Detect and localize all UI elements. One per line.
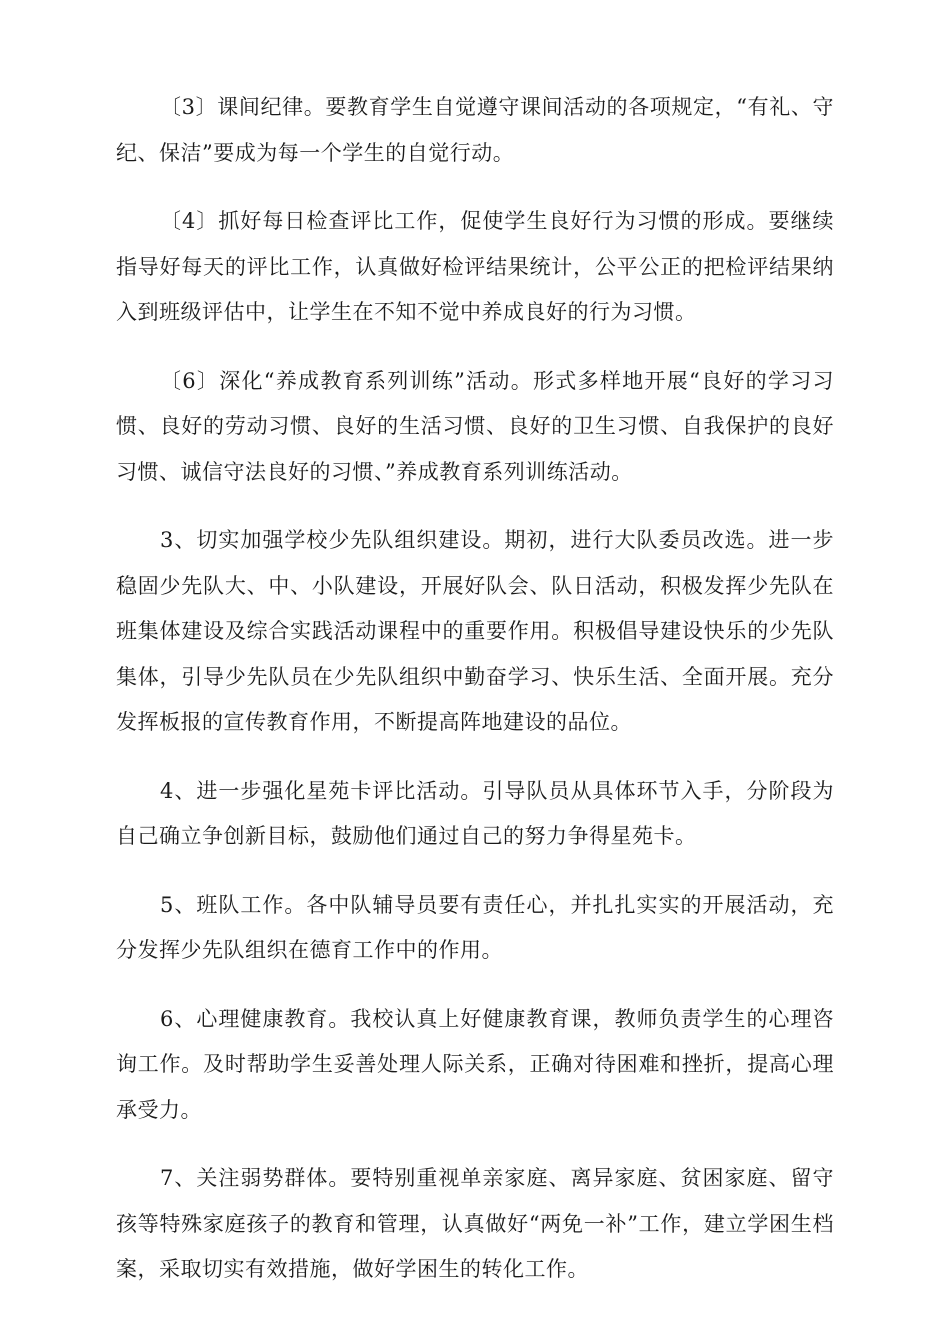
paragraph-vulnerable-groups: 7、关注弱势群体。要特别重视单亲家庭、离异家庭、贫困家庭、留守孩等特殊家庭孩子的教育和管理，认真做好“两免一补”工作，建立学困生档案，采取切实有效措施，做好学困生的转化工作。 (116, 1166, 834, 1281)
paragraph-habit-training: 〔6〕深化“养成教育系列训练”活动。形式多样地开展“良好的学习习惯、良好的劳动习惯、良好的生活习惯、良好的卫生习惯、自我保护的良好习惯、诚信守法良好的习惯、”养成教育系列训练活动。 (116, 368, 834, 484)
paragraph-daily-inspection: 〔4〕抓好每日检查评比工作，促使学生良好行为习惯的形成。要继续指导好每天的评比工作，认真做好检评结果统计，公平公正的把检评结果纳入到班级评估中，让学生在不知不觉中养成良好的行为习惯。 (116, 209, 834, 324)
document-page (116, 85, 834, 1316)
paragraph-recess-discipline: 〔3〕课间纪律。要教育学生自觉遵守课间活动的各项规定，“有礼、守纪、保洁”要成为每一个学生的自觉行动。 (116, 95, 834, 165)
paragraph-mental-health: 6、心理健康教育。我校认真上好健康教育课，教师负责学生的心理咨询工作。及时帮助学生妥善处理人际关系，正确对待困难和挫折，提高心理承受力。 (116, 1006, 834, 1122)
paragraph-young-pioneers: 3、切实加强学校少先队组织建设。期初，进行大队委员改选。进一步稳固少先队大、中、小队建设，开展好队会、队日活动，积极发挥少先队在班集体建设及综合实践活动课程中的重要作用。积极倡导建设快乐的少先队集体，引导少先队员在少先队组织中勤奋学习、快乐生活、全面开展。充分发挥板报的宣传教育作用，不断提高阵地建设的品位。 (116, 528, 834, 734)
paragraph-star-card: 4、进一步强化星苑卡评比活动。引导队员从具体环节入手，分阶段为自己确立争创新目标，鼓励他们通过自己的努力争得星苑卡。 (116, 778, 834, 848)
paragraph-class-team-work: 5、班队工作。各中队辅导员要有责任心，并扎扎实实的开展活动，充分发挥少先队组织在德育工作中的作用。 (116, 892, 834, 962)
